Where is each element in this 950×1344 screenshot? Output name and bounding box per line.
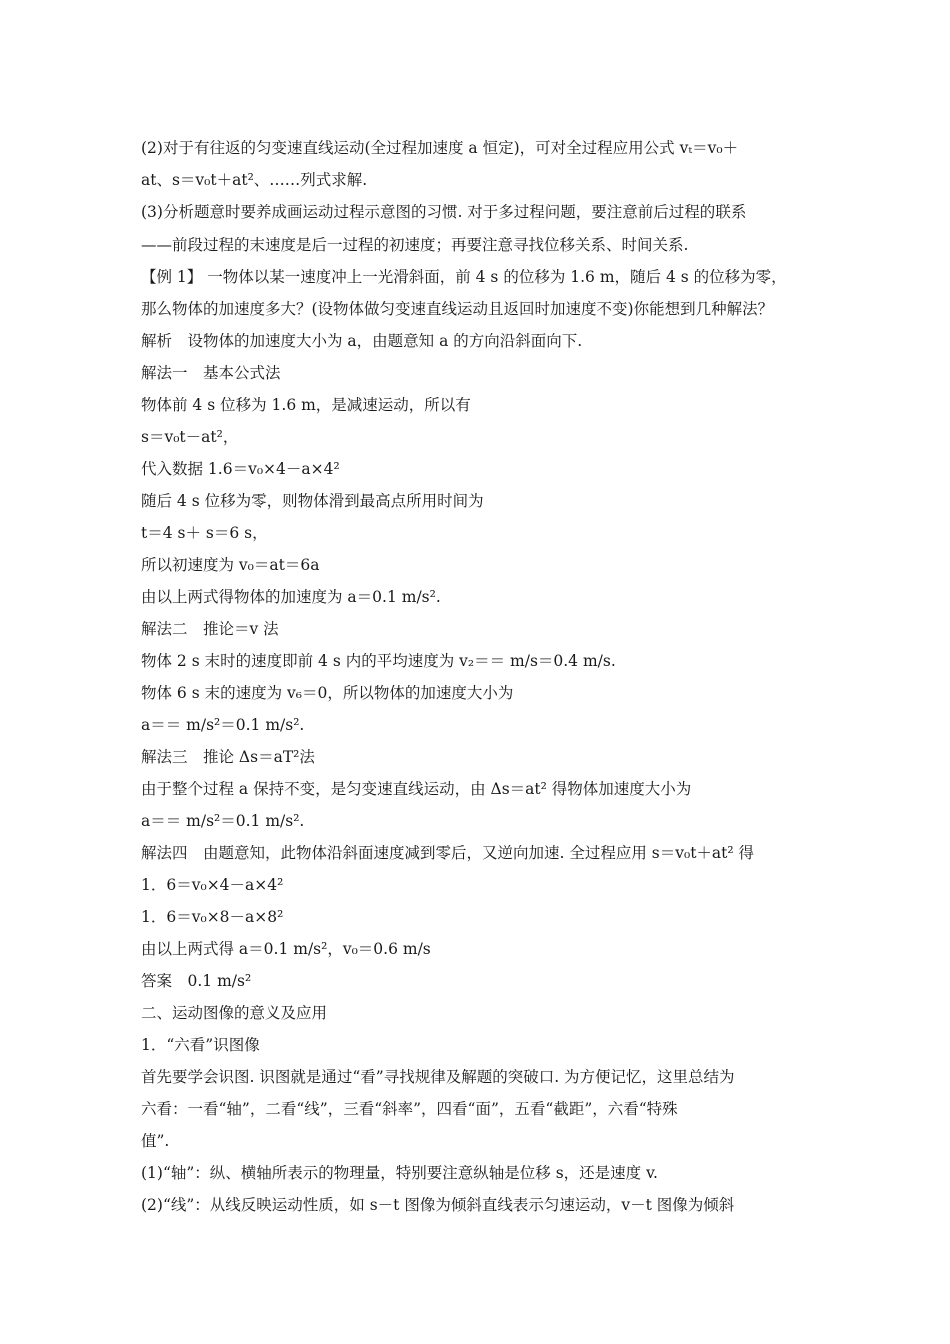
subsection-heading: 1．“六看”识图像: [141, 1036, 260, 1054]
formula-line: a＝＝ m/s²＝0.1 m/s².: [141, 716, 305, 734]
text-line: 物体 6 s 末的速度为 v₆＝0，所以物体的加速度大小为: [141, 684, 514, 702]
method-heading: 解法四 由题意知，此物体沿斜面速度减到零后，又逆向加速. 全过程应用 s＝v₀t＋at² 得: [141, 844, 755, 862]
formula-line: 代入数据 1.6＝v₀×4－a×4²: [141, 460, 340, 478]
formula-line: s＝v₀t－at²，: [141, 428, 239, 446]
text-line: (3)分析题意时要养成画运动过程示意图的习惯. 对于多过程问题，要注意前后过程的联系: [141, 203, 747, 221]
method-heading: 解法三 推论 Δs＝aT²法: [141, 748, 315, 766]
text-line: at、s＝v₀t＋at²、……列式求解.: [141, 171, 368, 189]
text-line: 随后 4 s 位移为零，则物体滑到最高点所用时间为: [141, 492, 484, 510]
answer-line: 答案 0.1 m/s²: [141, 972, 252, 990]
text-line: 物体 2 s 末时的速度即前 4 s 内的平均速度为 v₂＝＝ m/s＝0.4 m/s.: [141, 652, 616, 670]
formula-line: 所以初速度为 v₀＝at＝6a: [141, 556, 320, 574]
analysis-line: 解析 设物体的加速度大小为 a，由题意知 a 的方向沿斜面向下.: [141, 332, 583, 350]
text-line: 由以上两式得物体的加速度为 a＝0.1 m/s².: [141, 588, 441, 606]
text-line: 物体前 4 s 位移为 1.6 m，是减速运动，所以有: [141, 396, 471, 414]
text-line: ——前段过程的末速度是后一过程的初速度；再要注意寻找位移关系、时间关系.: [141, 236, 689, 254]
method-heading: 解法一 基本公式法: [141, 364, 281, 382]
text-line: 首先要学会识图. 识图就是通过“看”寻找规律及解题的突破口. 为方便记忆，这里总结为: [141, 1068, 735, 1086]
text-line: 六看：一看“轴”，二看“线”，三看“斜率”，四看“面”，五看“截距”，六看“特殊: [141, 1100, 678, 1118]
formula-line: t＝4 s＋ s＝6 s，: [141, 524, 268, 542]
method-heading: 解法二 推论＝v 法: [141, 620, 279, 638]
text-line: 由以上两式得 a＝0.1 m/s²，v₀＝0.6 m/s: [141, 940, 431, 958]
text-line: 那么物体的加速度多大？(设物体做匀变速直线运动且返回时加速度不变)你能想到几种解法？: [141, 300, 774, 318]
example-heading: 【例 1】 一物体以某一速度冲上一光滑斜面，前 4 s 的位移为 1.6 m，随后 4 s 的位移为零，: [141, 268, 787, 286]
text-line: (2)“线”：从线反映运动性质，如 s－t 图像为倾斜直线表示匀速运动，v－t 图像为倾斜: [141, 1196, 735, 1214]
formula-line: 1．6＝v₀×8－a×8²: [141, 908, 284, 926]
text-line: (1)“轴”：纵、横轴所表示的物理量，特别要注意纵轴是位移 s，还是速度 v.: [141, 1164, 658, 1182]
text-line: 值”.: [141, 1132, 170, 1150]
text-line: (2)对于有往返的匀变速直线运动(全过程加速度 a 恒定)，可对全过程应用公式 vₜ＝v₀＋: [141, 139, 739, 157]
formula-line: 1．6＝v₀×4－a×4²: [141, 876, 284, 894]
section-heading: 二、运动图像的意义及应用: [141, 1004, 328, 1022]
formula-line: a＝＝ m/s²＝0.1 m/s².: [141, 812, 305, 830]
text-line: 由于整个过程 a 保持不变，是匀变速直线运动，由 Δs＝at² 得物体加速度大小为: [141, 780, 692, 798]
